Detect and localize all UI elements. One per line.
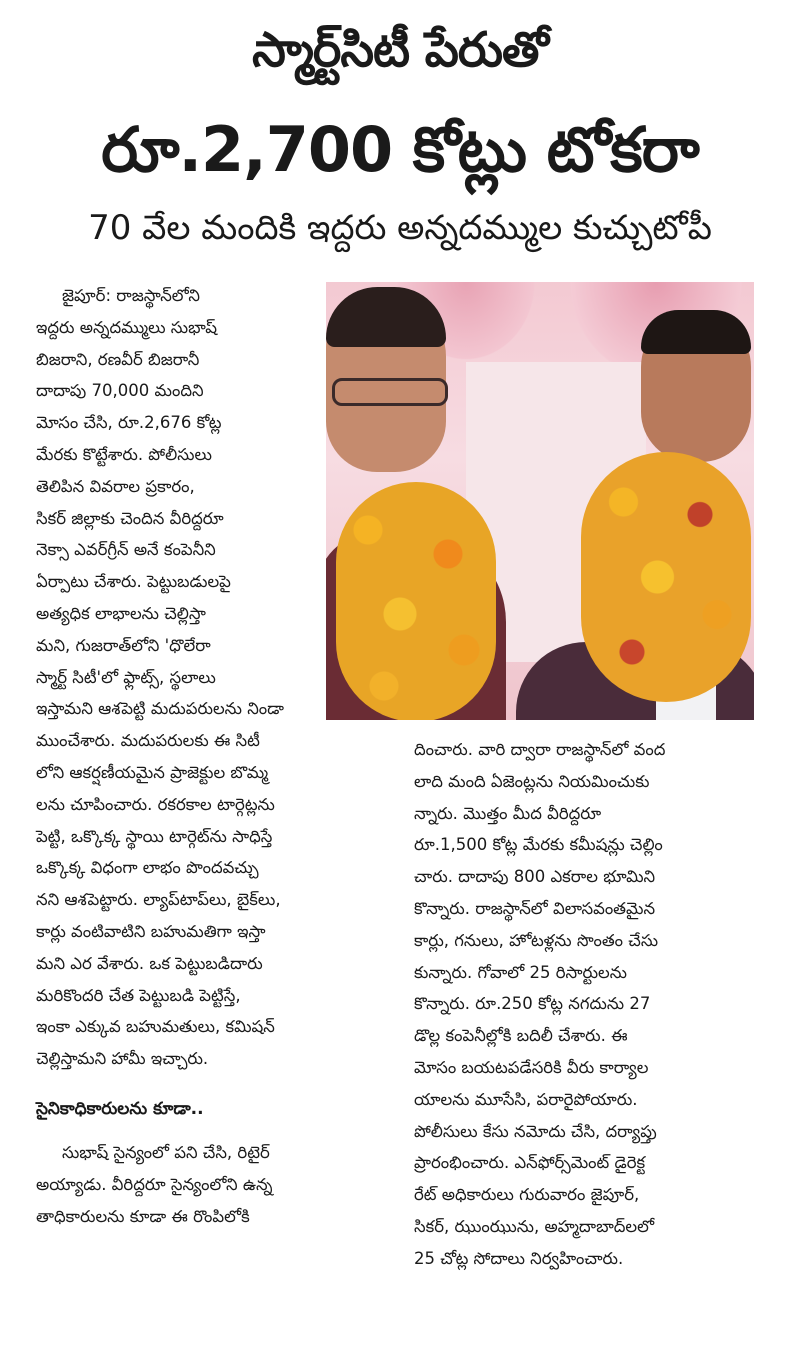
text-line: సికర్, ఝుంఝును, అహ్మదాబాద్‌లలో xyxy=(414,1216,655,1236)
text-line: దాదాపు 70,000 మందిని xyxy=(36,381,204,401)
article-intro xyxy=(36,280,324,693)
text-line: లోని ఆకర్షణీయమైన ప్రాజెక్టుల బొమ్మ xyxy=(36,762,269,782)
text-line: కొన్నారు. రాజస్థాన్‌లో విలాసవంతమైన xyxy=(414,898,656,918)
text-line: ఇద్దరు అన్నదమ్ములు సుభాష్ xyxy=(36,317,218,337)
text-line: కార్లు, గనులు, హోటళ్లను సొంతం చేసు xyxy=(414,930,659,950)
text-line: రేట్ అధికారులు గురువారం జైపూర్, xyxy=(414,1185,640,1205)
text-line: ప్రారంభించారు. ఎన్‌ఫోర్స్‌మెంట్ డైరెక్ట xyxy=(414,1153,646,1173)
text-line: కార్లు వంటివాటిని బహుమతిగా ఇస్తా xyxy=(36,921,266,941)
text-line: పెట్టి, ఒక్కొక్క స్థాయి టార్గెట్‌ను సాధిస్తే xyxy=(36,826,273,846)
text-line: కున్నారు. గోవాలో 25 రిసార్టులను xyxy=(414,962,628,982)
text-line: నని ఆశపెట్టారు. ల్యాప్‌టాప్‌లు, బైక్‌లు, xyxy=(36,890,281,910)
text-line: మని, గుజరాత్‌లోని 'ధొలేరా xyxy=(36,635,211,655)
article-column-left xyxy=(36,280,410,1232)
text-line: ఇస్తామని ఆశపెట్టి మదుపరులను నిండా xyxy=(36,699,284,719)
headline-line-2: రూ.2,700 కోట్లు టోకరా xyxy=(101,113,699,186)
text-line: చెల్లిస్తామని హామీ ఇచ్చారు. xyxy=(36,1049,209,1069)
text-line: ముంచేశారు. మదుపరులకు ఈ సిటీ xyxy=(36,731,260,751)
text-line: అత్యధిక లాభాలను చెల్లిస్తా xyxy=(36,603,206,623)
article-column-right xyxy=(414,734,758,1275)
text-line: యాలను మూసేసి, పరారైపోయారు. xyxy=(414,1089,638,1109)
text-line: సుభాష్ సైన్యంలో పని చేసి, రిటైర్ xyxy=(62,1142,270,1162)
text-line: లాది మంది ఏజెంట్లను నియమించుకు xyxy=(414,771,650,791)
text-line: అయ్యాడు. వీరిద్దరూ సైన్యంలోని ఉన్న xyxy=(36,1174,273,1194)
text-line: లను చూపించారు. రకరకాల టార్గెట్లను xyxy=(36,794,275,814)
text-line: స్మార్ట్ సిటీ'లో ఫ్లాట్స్, స్థలాలు xyxy=(36,667,216,687)
text-line: ఇంకా ఎక్కువ బహుమతులు, కమిషన్ xyxy=(36,1017,275,1037)
text-line: మేరకు కొట్టేశారు. పోలీసులు xyxy=(36,444,212,464)
text-line: డొల్ల కంపెనీల్లోకి బదిలీ చేశారు. ఈ xyxy=(414,1026,628,1046)
section-heading: సైనికాధికారులను కూడా.. xyxy=(36,1098,204,1119)
text-line: చారు. దాదాపు 800 ఎకరాల భూమిని xyxy=(414,867,656,887)
text-line: ఏర్పాటు చేశారు. పెట్టుబడులపై xyxy=(36,572,231,592)
subheadline: 70 వేల మందికి ఇద్దరు అన్నదమ్ముల కుచ్చుటోపీ xyxy=(88,208,712,248)
headline-line-1: స్మార్ట్‌సిటీ పేరుతో xyxy=(252,22,548,78)
text-line: నెక్సా ఎవర్‌గ్రీన్ అనే కంపెనీని xyxy=(36,540,216,560)
text-line: దించారు. వారి ద్వారా రాజస్థాన్‌లో వంద xyxy=(414,740,666,759)
text-line: పోలీసులు కేసు నమోదు చేసి, దర్యాప్తు xyxy=(414,1121,657,1141)
text-line: ఒక్కొక్క విధంగా లాభం పొందవచ్చు xyxy=(36,858,259,878)
text-line: కొన్నారు. రూ.250 కోట్ల నగదును 27 xyxy=(414,994,651,1014)
text-line: తెలిపిన వివరాల ప్రకారం, xyxy=(36,476,195,496)
text-line: బిజరాని, రణవీర్ బిజరానీ xyxy=(36,349,200,369)
text-line: న్నారు. మొత్తం మీద వీరిద్దరూ xyxy=(414,803,602,823)
text-line: మరికొందరి చేత పెట్టుబడి పెట్టిస్తే, xyxy=(36,985,241,1005)
text-line: జైపూర్: రాజస్థాన్‌లోని xyxy=(62,286,200,305)
text-line: మోసం చేసి, రూ.2,676 కోట్ల xyxy=(36,413,222,433)
text-line: మోసం బయటపడేసరికి వీరు కార్యాల xyxy=(414,1057,649,1077)
text-line: తాధికారులను కూడా ఈ రొంపిలోకి xyxy=(36,1206,250,1226)
text-line: సికర్ జిల్లాకు చెందిన వీరిద్దరూ xyxy=(36,508,224,528)
text-line: రూ.1,500 కోట్ల మేరకు కమీషన్లు చెల్లిం xyxy=(414,835,663,855)
text-line: మని ఎర వేశారు. ఒక పెట్టుబడిదారు xyxy=(36,953,263,973)
text-line: 25 చోట్ల సోదాలు నిర్వహించారు. xyxy=(414,1248,624,1268)
